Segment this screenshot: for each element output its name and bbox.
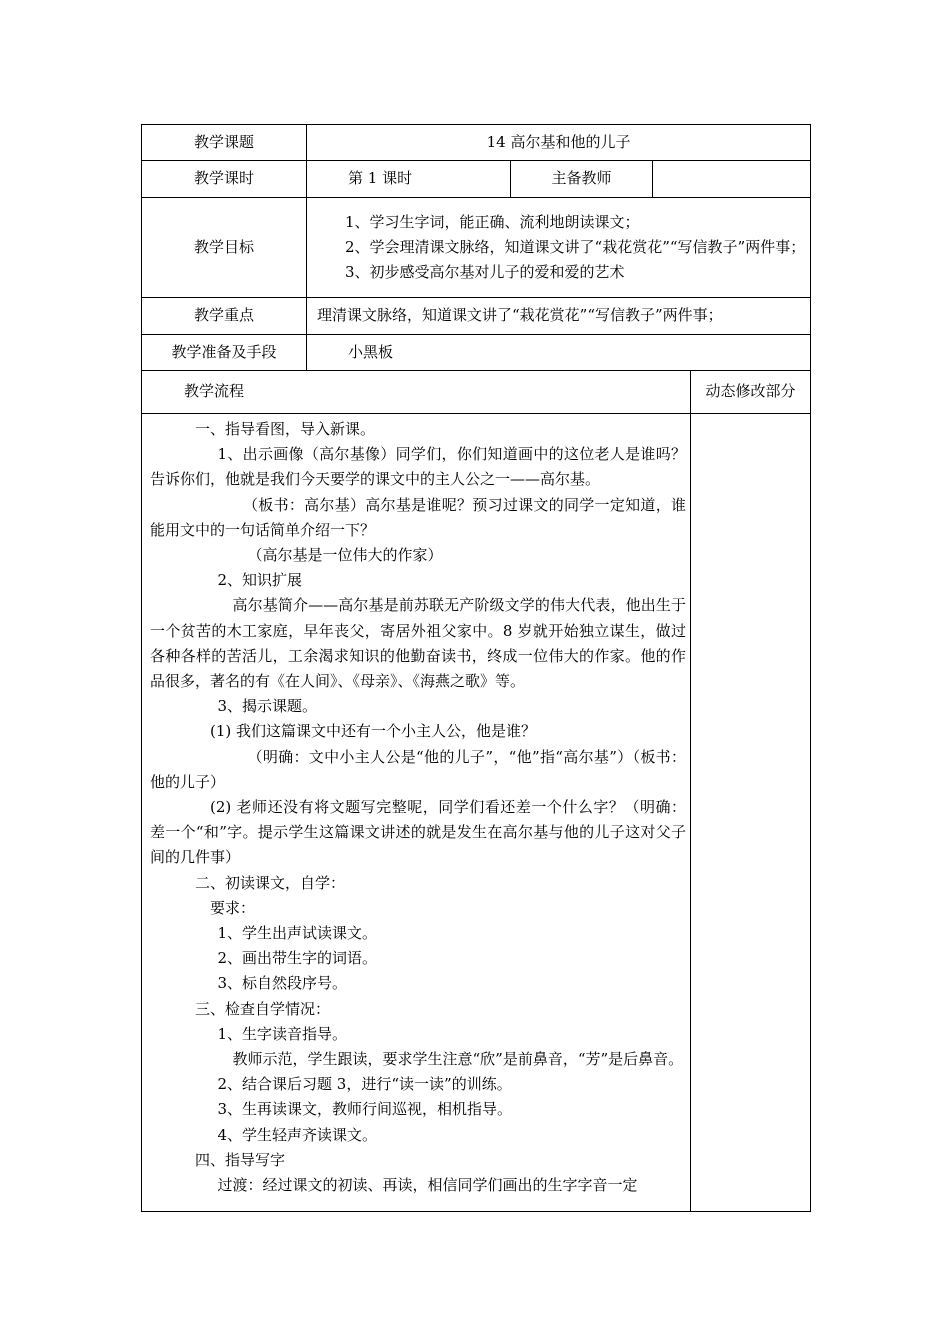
goals-label: 教学目标	[142, 198, 307, 298]
flow-paragraph: 1、生字读音指导。	[217, 1024, 348, 1043]
goal-item: 1、学习生字词，能正确、流利地朗读课文；	[345, 213, 640, 231]
flow-paragraph: 2、知识扩展	[217, 571, 303, 590]
flow-paragraph: 要求：	[210, 898, 256, 917]
period-value: 第 1 课时	[307, 161, 511, 198]
flow-paragraph: 2、结合课后习题 3，进行“读一读”的训练。	[217, 1075, 512, 1094]
row-title	[142, 125, 811, 161]
row-period	[142, 161, 811, 198]
flow-paragraph: （板书：高尔基）高尔基是谁呢？预习过课文的同学一定知道，谁能用文中的一句话简单介绍一下？	[150, 495, 686, 539]
flow-paragraph: 3、生再读课文，教师行间巡视，相机指导。	[217, 1100, 513, 1119]
goal-item: 3、初步感受高尔基对儿子的爱和爱的艺术	[345, 263, 625, 281]
flow-paragraph: 四、指导写字	[195, 1150, 286, 1169]
teacher-value	[653, 161, 811, 198]
flow-paragraph: 3、标自然段序号。	[217, 974, 348, 993]
flow-paragraph: 二、初读课文，自学：	[195, 873, 346, 892]
flow-content	[142, 414, 691, 1212]
period-label: 教学课时	[142, 161, 307, 198]
flow-paragraph: 2、画出带生字的词语。	[217, 949, 378, 968]
dynamic-label: 动态修改部分	[691, 371, 811, 414]
flow-paragraph: 三、检查自学情况：	[195, 999, 331, 1018]
flow-paragraph: 1、学生出声试读课文。	[217, 924, 378, 943]
flow-paragraph: 3、揭示课题。	[217, 697, 318, 716]
row-goals	[142, 198, 811, 298]
flow-paragraph: 高尔基简介——高尔基是前苏联无产阶级文学的伟大代表，他出生于一个贫苦的木工家庭，早年丧父，寄居外祖父家中。8 岁就开始独立谋生，做过各种各样的苦活儿，工余渴求知识的他勤奋读书，终成一位伟大的作家。他的作品很多，著名的有《在人间》、《母亲》、《海燕之歌》等。	[150, 596, 686, 691]
flow-paragraph: 一、指导看图，导入新课。	[195, 420, 376, 438]
goals-content	[307, 198, 811, 298]
title-value: 14 高尔基和他的儿子	[307, 125, 811, 161]
flow-paragraph: 4、学生轻声齐读课文。	[217, 1125, 378, 1144]
row-flow-header	[142, 371, 811, 414]
flow-paragraph: (2) 老师还没有将文题写完整呢，同学们看还差一个什么字？（明确：差一个“和”字。提示学生这篇课文讲述的就是发生在高尔基与他的儿子这对父子间的几件事）	[150, 798, 686, 867]
prep-value: 小黑板	[307, 335, 811, 371]
goal-item: 2、学会理清课文脉络，知道课文讲了“栽花赏花”“写信教子”两件事；	[345, 238, 806, 256]
title-label: 教学课题	[142, 125, 307, 161]
flow-paragraph: 1、出示画像（高尔基像）同学们，你们知道画中的这位老人是谁吗？告诉你们，他就是我们今天要学的课文中的主人公之一——高尔基。	[150, 445, 686, 489]
teacher-label: 主备教师	[511, 161, 653, 198]
row-focus	[142, 298, 811, 335]
dynamic-content	[691, 414, 811, 1212]
flow-paragraph: (1) 我们这篇课文中还有一个小主人公，他是谁？	[210, 722, 537, 741]
focus-value: 理清课文脉络，知道课文讲了“栽花赏花”“写信教子”两件事；	[307, 298, 811, 335]
focus-label: 教学重点	[142, 298, 307, 335]
flow-paragraph: （高尔基是一位伟大的作家）	[247, 546, 443, 565]
flow-label: 教学流程	[142, 371, 691, 414]
row-flow-body	[142, 414, 811, 1212]
flow-paragraph: 教师示范，学生跟读，要求学生注意“欣”是前鼻音，“芳”是后鼻音。	[232, 1050, 684, 1069]
lesson-plan-table	[141, 124, 811, 1212]
prep-label: 教学准备及手段	[142, 335, 307, 371]
flow-paragraph: （明确：文中小主人公是“他的儿子”，“他”指“高尔基”）（板书：他的儿子）	[150, 747, 686, 791]
flow-paragraph: 过渡：经过课文的初读、再读，相信同学们画出的生字字音一定	[217, 1176, 638, 1195]
row-prep	[142, 335, 811, 371]
